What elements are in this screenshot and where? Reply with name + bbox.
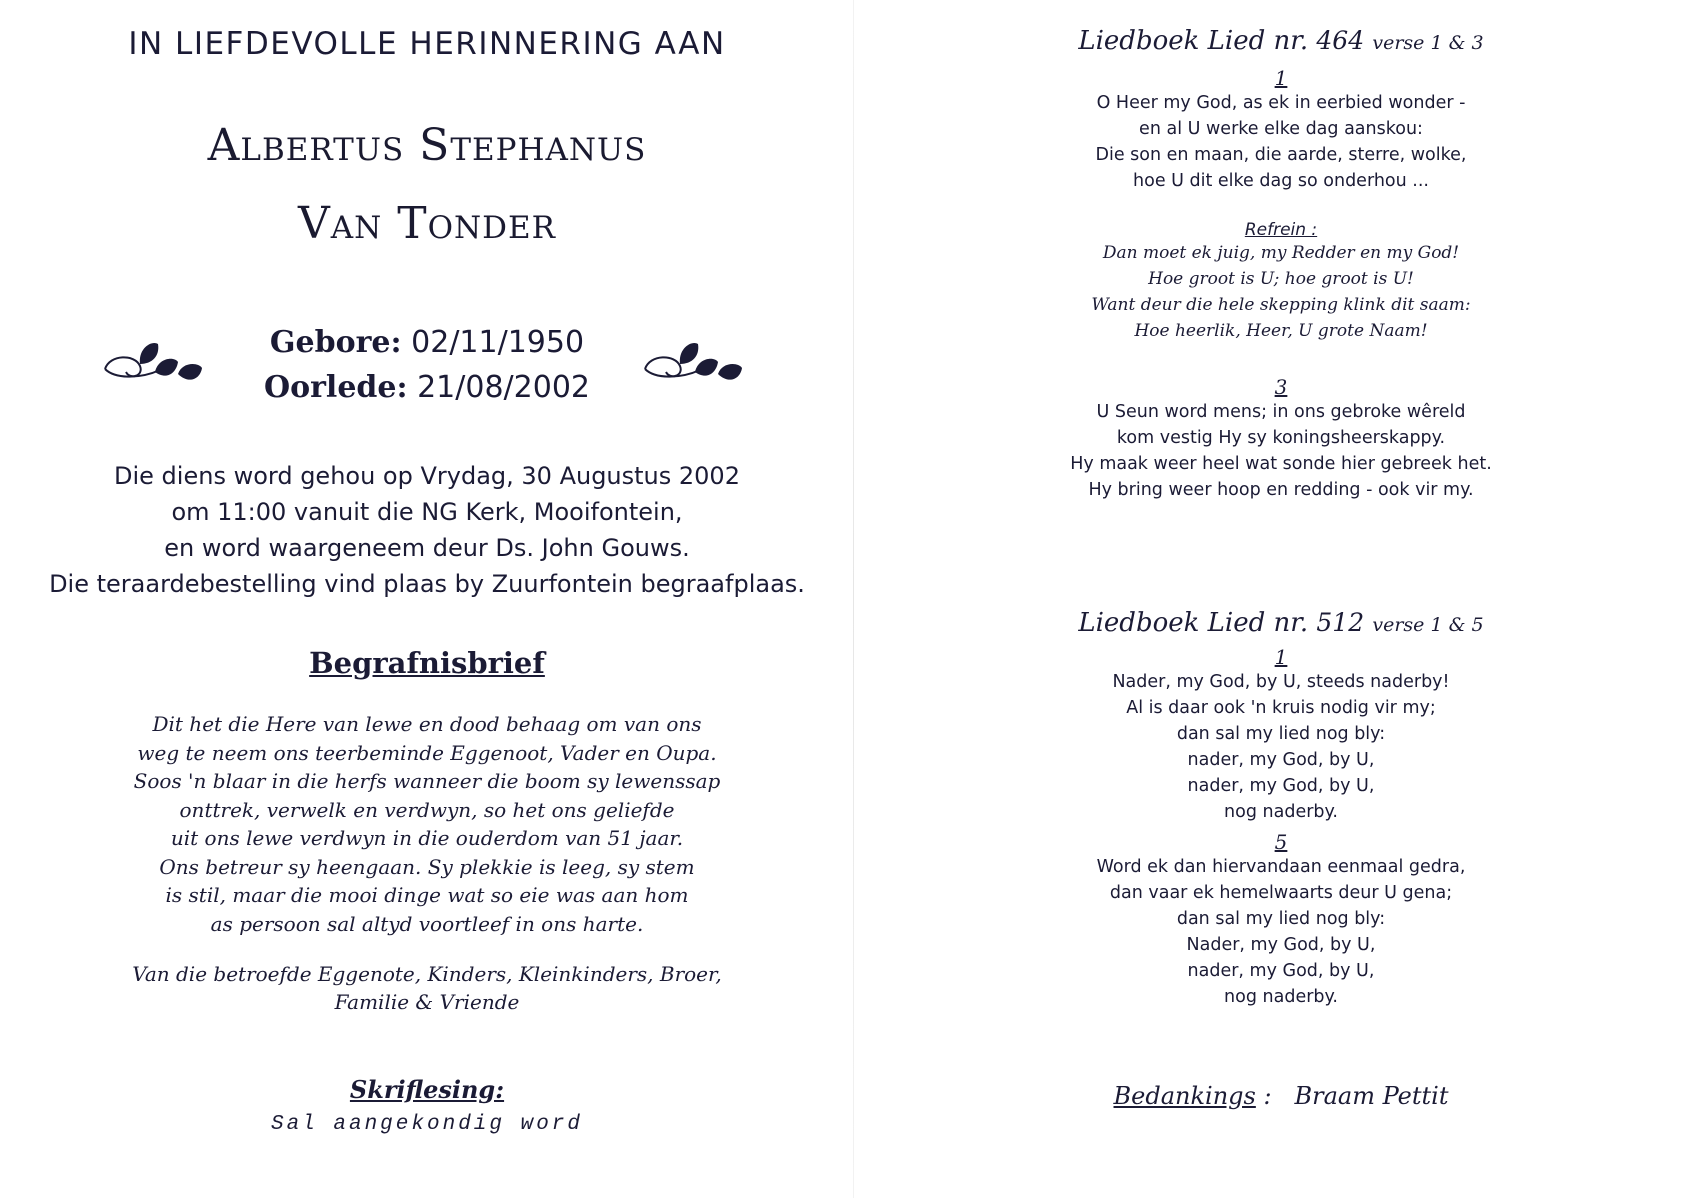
verse-line: dan vaar ek hemelwaarts deur U gena; xyxy=(1109,883,1453,903)
refrain-label: Refrein : xyxy=(1244,220,1318,240)
life-dates xyxy=(0,320,854,410)
hymn-512-verse-5 xyxy=(854,830,1708,1010)
deceased-first-names: Albertus Stephanus xyxy=(207,120,647,171)
letter-line: as persoon sal altyd voortleef in ons harte. xyxy=(210,911,644,936)
service-line: Die diens word gehou op Vrydag, 30 Augustus 2002 xyxy=(114,462,740,490)
verse-line: nader, my God, by U, xyxy=(1187,750,1375,770)
refrain-line: Hoe heerlik, Heer, U grote Naam! xyxy=(1134,321,1428,341)
refrain-line: Hoe groot is U; hoe groot is U! xyxy=(1148,269,1414,289)
verse-line: dan sal my lied nog bly: xyxy=(1176,724,1386,744)
verse-line: en al U werke elke dag aanskou: xyxy=(1139,119,1423,139)
acknowledgements-name: Braam Pettit xyxy=(1294,1082,1449,1110)
verse-text xyxy=(854,669,1708,825)
letter-line: weg te neem ons teerbeminde Eggenoot, Vader en Oupa. xyxy=(137,740,717,765)
acknowledgements-label: Bedankings xyxy=(1113,1082,1256,1110)
verse-line: kom vestig Hy sy koningsheerskappy. xyxy=(1116,428,1446,448)
verse-line: Hy maak weer heel wat sonde hier gebreek het. xyxy=(1070,454,1492,474)
verse-number: 1 xyxy=(1274,645,1288,669)
verse-number: 1 xyxy=(1274,66,1288,90)
deceased-surname: Van Tonder xyxy=(298,198,556,249)
verse-number: 3 xyxy=(1274,375,1288,399)
hymn-464-verse-1 xyxy=(854,66,1708,194)
verse-line: Hy bring weer hoop en redding - ook vir my. xyxy=(1088,480,1474,500)
scripture-text: Sal aangekondig word xyxy=(270,1113,584,1136)
verse-line: dan sal my lied nog bly: xyxy=(1176,909,1386,929)
verse-line: Word ek dan hiervandaan eenmaal gedra, xyxy=(1096,857,1466,877)
verse-text xyxy=(854,399,1708,503)
scripture-heading: Skriflesing: xyxy=(349,1075,505,1104)
verse-text xyxy=(854,90,1708,194)
letter-line: Soos 'n blaar in die herfs wanneer die boom sy lewenssap xyxy=(133,769,721,793)
refrain-line: Dan moet ek juig, my Redder en my God! xyxy=(1102,243,1460,263)
hymn-verses: verse 1 & 3 xyxy=(1372,32,1484,54)
service-line: om 11:00 vanuit die NG Kerk, Mooifontein, xyxy=(171,498,683,526)
hymn-512-verse-1 xyxy=(854,645,1708,825)
service-line: Die teraardebestelling vind plaas by Zuurfontein begraafplaas. xyxy=(49,570,805,598)
hymn-number: 464 xyxy=(1316,26,1365,55)
funeral-letter-text xyxy=(0,710,854,938)
mourners-text xyxy=(0,960,854,1016)
verse-text xyxy=(854,854,1708,1010)
refrain-line: Want deur die hele skepping klink dit saam: xyxy=(1091,295,1471,315)
verse-line: nog naderby. xyxy=(1224,987,1338,1007)
verse-line: hoe U dit elke dag so onderhou ... xyxy=(1133,171,1429,191)
letter-line: Dit het die Here van lewe en dood behaag om van ons xyxy=(152,712,702,736)
service-line: en word waargeneem deur Ds. John Gouws. xyxy=(164,534,690,562)
hymn-512-title xyxy=(854,608,1708,638)
letter-line: Ons betreur sy heengaan. Sy plekkie is leeg, sy stem xyxy=(159,854,695,879)
mourners-line: Van die betroefde Eggenote, Kinders, Kleinkinders, Broer, xyxy=(132,962,722,986)
letter-line: is stil, maar die mooi dinge wat so eie was aan hom xyxy=(165,883,689,907)
acknowledgements xyxy=(854,1082,1708,1110)
hymn-number: 512 xyxy=(1316,608,1365,637)
hymn-verses: verse 1 & 5 xyxy=(1372,614,1484,636)
funeral-letter-heading: Begrafnisbrief xyxy=(309,646,545,680)
hymn-title-text: Liedboek Lied nr. xyxy=(1078,26,1309,56)
death-label: Oorlede: xyxy=(263,370,408,405)
verse-line: Nader, my God, by U, steeds naderby! xyxy=(1112,672,1450,692)
acknowledgements-separator: : xyxy=(1263,1082,1272,1110)
verse-line: U Seun word mens; in ons gebroke wêreld xyxy=(1096,402,1466,422)
verse-line: Nader, my God, by U, xyxy=(1186,935,1376,955)
letter-line: uit ons lewe verdwyn in die ouderdom van 51 jaar. xyxy=(170,826,684,850)
birth-label: Gebore: xyxy=(269,325,402,360)
hymn-464-refrain xyxy=(854,220,1708,344)
mourners-line: Familie & Vriende xyxy=(334,990,520,1014)
verse-line: nader, my God, by U, xyxy=(1187,776,1375,796)
letter-line: onttrek, verwelk en verdwyn, so het ons geliefde xyxy=(179,797,675,822)
refrain-text xyxy=(854,240,1708,344)
birth-row xyxy=(0,320,854,365)
service-details xyxy=(0,458,854,602)
right-page xyxy=(854,0,1708,1198)
verse-line: nog naderby. xyxy=(1224,802,1338,822)
hymn-464-verse-3 xyxy=(854,375,1708,503)
birth-date: 02/11/1950 xyxy=(411,325,585,360)
verse-line: O Heer my God, as ek in eerbied wonder - xyxy=(1096,93,1466,113)
memorial-title: IN LIEFDEVOLLE HERINNERING AAN xyxy=(128,26,726,62)
verse-number: 5 xyxy=(1274,830,1288,854)
hymn-title-text: Liedboek Lied nr. xyxy=(1078,608,1309,638)
hymn-464-title xyxy=(854,26,1708,56)
death-row xyxy=(0,365,854,410)
verse-line: Al is daar ook 'n kruis nodig vir my; xyxy=(1126,698,1436,718)
verse-line: nader, my God, by U, xyxy=(1187,961,1375,981)
verse-line: Die son en maan, die aarde, sterre, wolke, xyxy=(1095,145,1467,165)
death-date: 21/08/2002 xyxy=(417,370,591,405)
